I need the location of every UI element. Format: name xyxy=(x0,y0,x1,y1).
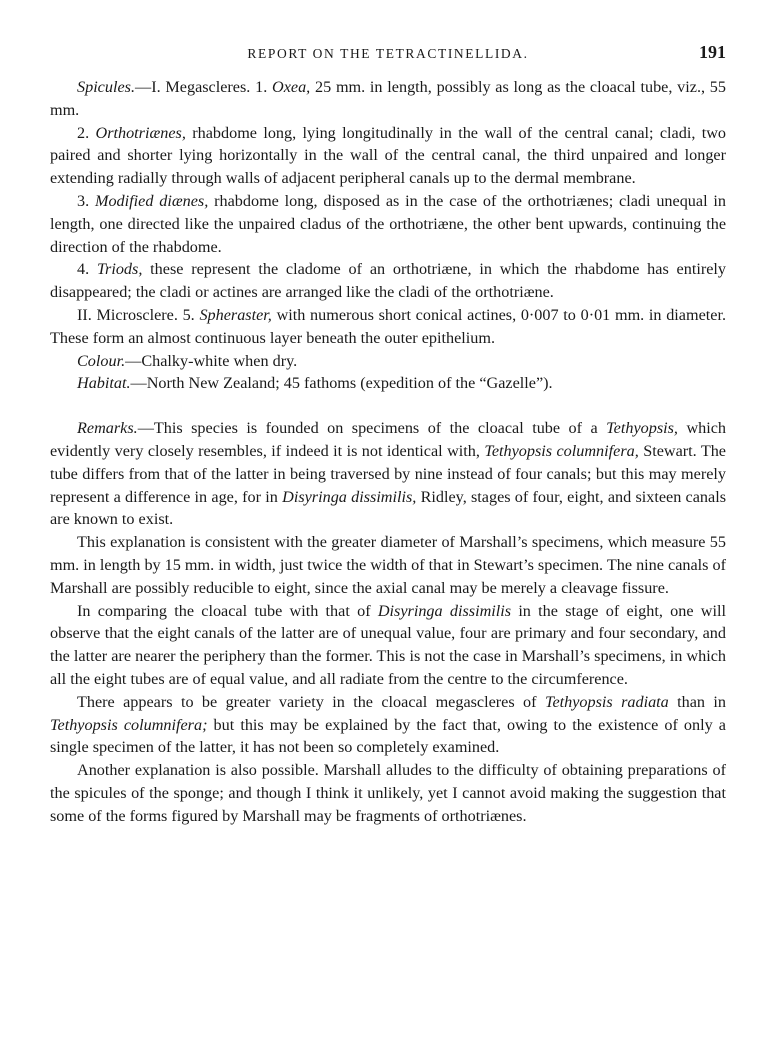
remarks-paragraph-5: Another explanation is also possible. Marshall alludes to the difficulty of obtaining preparations of the spicules of the sponge; and though I think it unlikely, yet I cannot avoid making the suggestion that some of the forms figured by Marshall may be fragments of orthotriænes. xyxy=(50,761,726,825)
habitat-line: Habitat.—North New Zealand; 45 fathoms (expedition of the “Gazelle”). xyxy=(77,374,553,393)
remarks-paragraph-3: In comparing the cloacal tube with that of Disyringa dissimilis in the stage of eight, one will observe that the eight canals of the latter are of unequal value, four are primary and four secondary, and the latter are nearer the periphery than the former. This is not the case in Marshall’s specimens, in which all the eight tubes are of equal value, and all radiate from the centre to the circumference. xyxy=(50,601,726,688)
page-number: 191 xyxy=(699,42,726,62)
remarks-paragraph-2: This explanation is consistent with the greater diameter of Marshall’s specimens, which measure 55 mm. in length by 15 mm. in width, just twice the width of that in Stewart’s specimen. The nine canals of Marshall are possibly reducible to eight, since the axial canal may be merely a cleavage fissure. xyxy=(50,533,726,597)
running-head xyxy=(50,40,726,70)
page xyxy=(50,40,726,828)
spicules-orthotriaenes: 2. Orthotriænes, rhabdome long, lying longitudinally in the wall of the central canal; cladi, two paired and shorter lying horizontally in the wall of the central canal, the third unpaired and longer extending radially through walls of adjacent peripheral canals up to the dermal membrane. xyxy=(50,123,727,188)
remarks-paragraph-1: Remarks.—This species is founded on specimens of the cloacal tube of a Tethyopsis, which evidently very closely resembles, if indeed it is not identical with, Tethyopsis columnifera, Stewart. The tube differs from that of the latter in being traversed by nine instead of four canals; but this may merely represent a difference in age, for in Disyringa dissimilis, Ridley, stages of four, eight, and sixteen canals are known to exist. xyxy=(50,419,727,529)
remarks-paragraph-4: There appears to be greater variety in the cloacal megascleres of Tethyopsis radiata than in Tethyopsis columnifera; but this may be explained by the fact that, owing to the existence of only a single specimen of the latter, it has not been so completely examined. xyxy=(50,692,726,757)
spicules-triods: 4. Triods, these represent the cladome of an orthotriæne, in which the rhabdome has entirely disappeared; the cladi or actines are arranged like the cladi of the orthotriæne. xyxy=(50,260,726,302)
section-lead-spicules: Spicules. xyxy=(77,78,135,96)
running-title: REPORT ON THE TETRACTINELLIDA. xyxy=(247,46,529,61)
spicules-microsclere-spheraster: II. Microsclere. 5. Spheraster, with numerous short conical actines, 0·007 to 0·01 mm. in diameter. These form an almost continuous layer beneath the outer epithelium. xyxy=(50,305,726,347)
spicules-megascleres-oxea: Spicules.—I. Megascleres. 1. Oxea, 25 mm. in length, possibly as long as the cloacal tube, viz., 55 mm. xyxy=(50,78,726,119)
spicules-modified-diaenes: 3. Modified diænes, rhabdome long, disposed as in the case of the orthotriænes; cladi unequal in length, one directed like the unpaired cladus of the orthotriæne, the other bent upwards, continuing the direction of the rhabdome. xyxy=(50,191,726,256)
colour-line: Colour.—Chalky-white when dry. xyxy=(77,351,298,370)
section-lead-remarks: Remarks. xyxy=(77,419,138,438)
